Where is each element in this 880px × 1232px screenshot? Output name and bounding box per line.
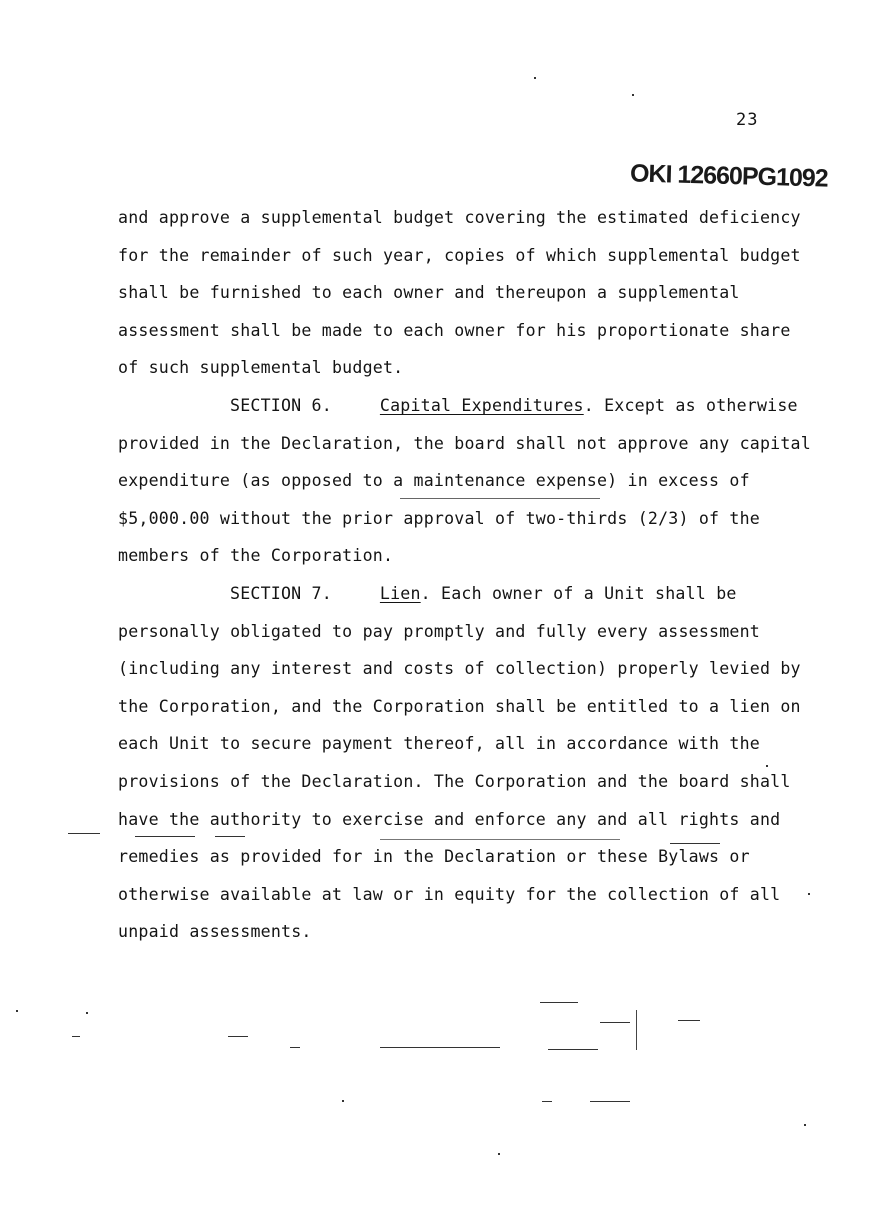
scan-speck bbox=[86, 1012, 88, 1014]
section-6-text: . Except as otherwise provided in the Declaration, the board shall not approve any capital expenditure (as opposed to a maintenance expense) in excess of $5,000.00 without the prior approval of two-thirds (2/3) of the members of the Corporation. bbox=[118, 395, 811, 566]
scan-speck bbox=[534, 77, 536, 79]
scan-speck bbox=[548, 1049, 598, 1050]
page-number: 23 bbox=[736, 110, 759, 130]
scan-speck bbox=[135, 836, 195, 837]
section-7-number: SECTION 7. bbox=[230, 583, 332, 603]
section-6-paragraph bbox=[118, 387, 818, 575]
section-6-number: SECTION 6. bbox=[230, 395, 332, 415]
scan-speck bbox=[498, 1153, 500, 1155]
scan-speck bbox=[400, 498, 600, 499]
scan-speck bbox=[215, 836, 245, 837]
section-7-heading: Lien bbox=[379, 583, 421, 603]
scan-speck bbox=[636, 1010, 637, 1050]
continuation-paragraph: and approve a supplemental budget covering the estimated deficiency for the remainder of such year, copies of which supplemental budget shall be furnished to each owner and thereupon a supplemental assessment shall be made to each owner for his proportionate share of such supplemental budget. bbox=[118, 208, 801, 378]
scan-speck bbox=[600, 1022, 630, 1023]
scan-speck bbox=[16, 1010, 18, 1012]
record-book-stamp: OKI 12660PG1092 bbox=[629, 159, 829, 193]
scan-speck bbox=[542, 1101, 552, 1102]
scan-speck bbox=[540, 1002, 578, 1003]
scan-speck bbox=[804, 1124, 806, 1126]
section-7-paragraph bbox=[118, 575, 818, 951]
scan-speck bbox=[670, 843, 720, 844]
scan-speck bbox=[678, 1020, 700, 1021]
scan-speck bbox=[228, 1036, 248, 1037]
scan-speck bbox=[72, 1036, 80, 1037]
scan-speck bbox=[808, 893, 810, 895]
scan-speck bbox=[380, 1047, 500, 1048]
scan-speck bbox=[632, 94, 634, 96]
scan-speck bbox=[290, 1047, 300, 1048]
scan-speck bbox=[342, 1100, 344, 1102]
scan-speck bbox=[766, 765, 768, 767]
scan-speck bbox=[68, 833, 100, 834]
scan-speck bbox=[380, 839, 620, 840]
scan-speck bbox=[590, 1101, 630, 1102]
section-7-text: . Each owner of a Unit shall be personally obligated to pay promptly and fully every assessment (including any interest and costs of collection) properly levied by the Corporation, and the Corporation shall be entitled to a lien on each Unit to secure payment thereof, all in accordance with the provisions of the Declaration. The Corporation and the board shall have the authority to exercise and enforce any and all rights and remedies as provided for in the Declaration or these Bylaws or otherwise available at law or in equity for the collection of all unpaid assessments. bbox=[118, 583, 801, 942]
section-6-heading: Capital Expenditures bbox=[379, 395, 584, 415]
